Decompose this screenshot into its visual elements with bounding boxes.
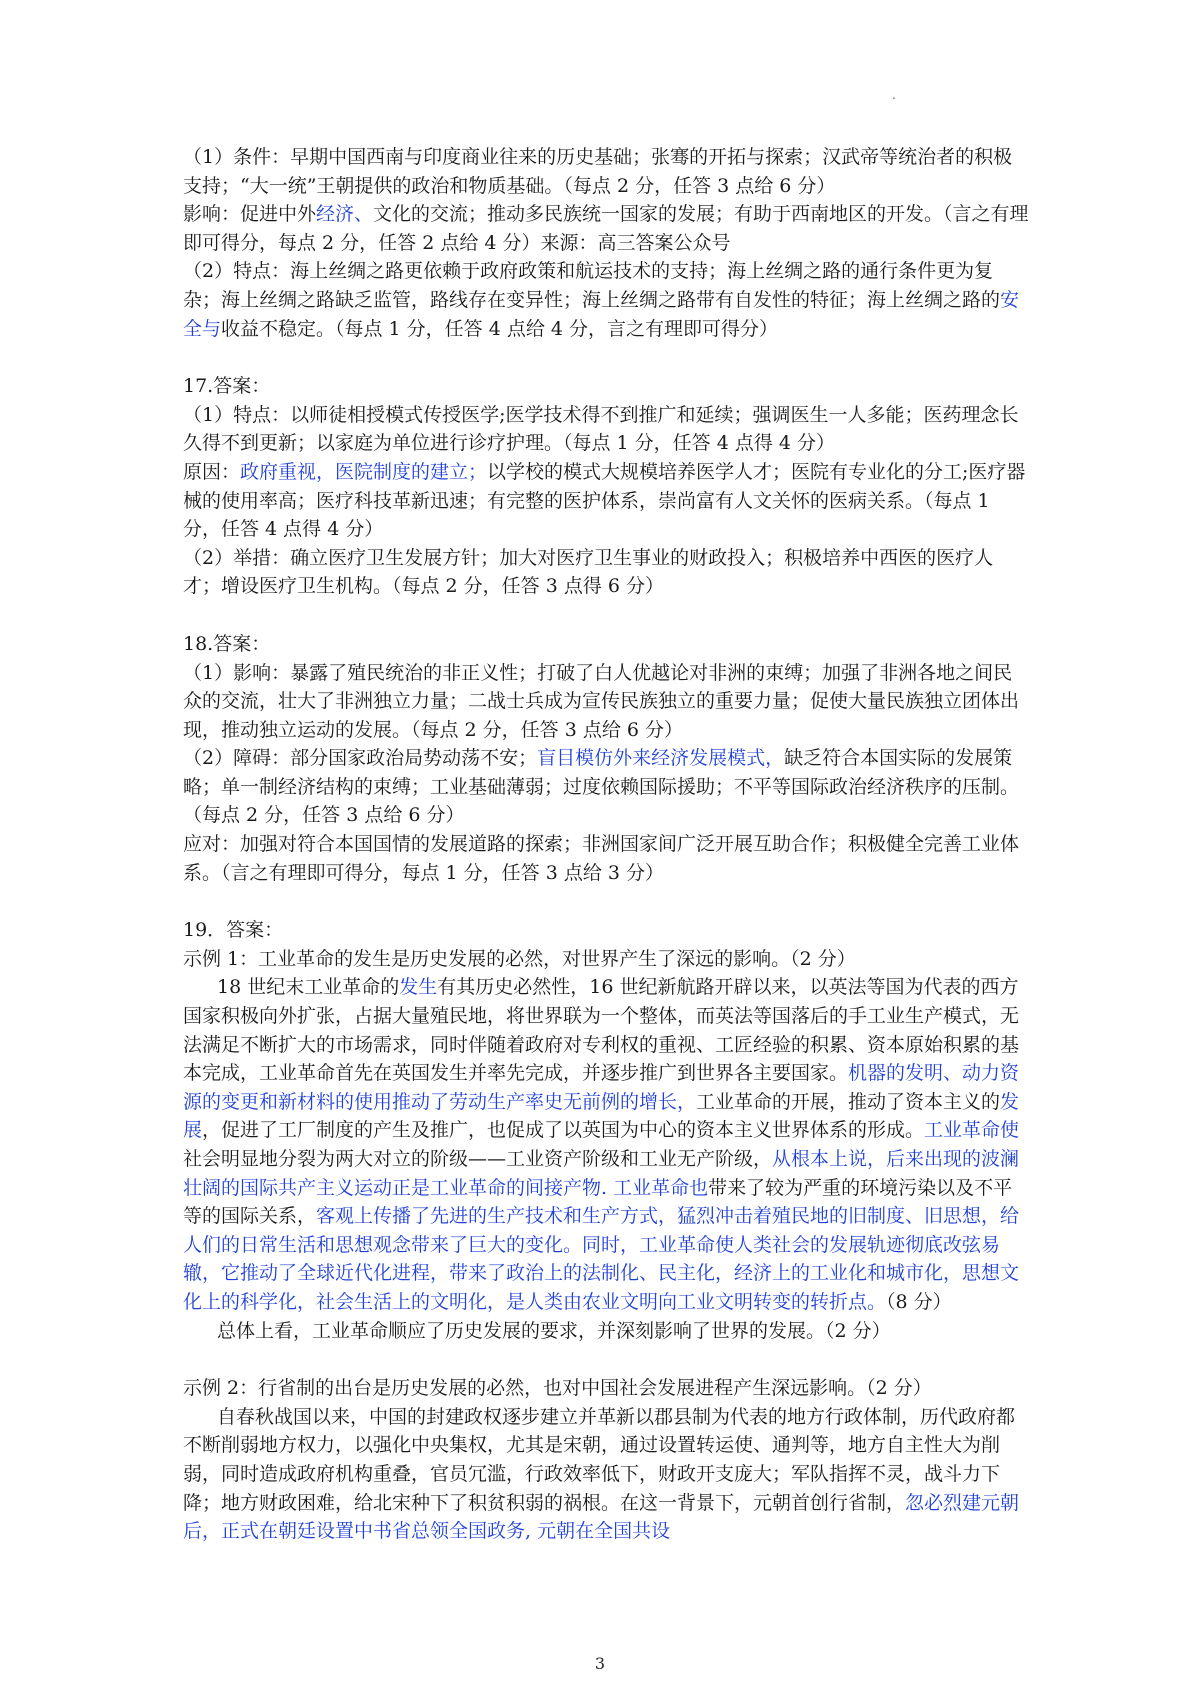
link-text[interactable]: 发展: [183, 1090, 1020, 1142]
q19-example1-heading: 示例 1：工业革命的发生是历史发展的必然，对世界产生了深远的影响。（2 分）: [183, 947, 856, 970]
q16-part1: （1）条件：早期中国西南与印度商业往来的历史基础；张骞的开拓与探索；汉武帝等统治者的积极支持；“大一统”王朝提供的政治和物质基础。（每点 2 分，任答 3 点给 6 分）: [183, 146, 1013, 197]
link-text[interactable]: 机器的发明、动力资源的变更和新材料的使用推动了劳动生产率史无前例的增长，: [183, 1062, 1020, 1113]
text-run: 以学校的模式大规模培养医学人才；医院有专业化的分工;医疗器械的使用率高；医疗科技革新迅速；有完整的医护体系，崇尚富有人文关怀的医病关系。（每点 1 分，任答 4 点得 4 分）: [183, 460, 1026, 541]
text-run: 带来了较为严重的环境污染以及不平等的国际关系，: [183, 1176, 1013, 1228]
q17-reason: [183, 458, 1029, 544]
text-run: （2）特点：海上丝绸之路更依赖于政府政策和航运技术的支持；海上丝绸之路的通行条件更为复杂；海上丝绸之路缺乏监管，路线存在变异性；海上丝绸之路带有自发性的特征；海上丝绸之路的: [183, 260, 1001, 311]
q18-response: 应对：加强对符合本国国情的发展道路的探索；非洲国家间广泛开展互助合作；积极健全完善工业体系。（言之有理即可得分，每点 1 分，任答 3 点给 3 分）: [183, 833, 1020, 884]
q18-part2: [183, 744, 1029, 830]
link-text[interactable]: 政府重视，医院制度的建立；: [240, 460, 488, 483]
q19-example1-conclusion: 总体上看，工业革命顺应了历史发展的要求，并深刻影响了世界的发展。（2 分）: [217, 1319, 891, 1342]
page-number: 3: [594, 1654, 606, 1673]
text-run: 影响：促进中外: [183, 203, 317, 226]
text-run: 自春秋战国以来，中国的封建政权逐步建立并革新以郡县制为代表的地方行政体制，历代政府都不断削弱地方权力，以强化中央集权，尤其是宋朝，通过设置转运使、通判等，地方自主性大为削弱，同时造成政府机构重叠，官员冗滥，行政效率低下，财政开支庞大；军队指挥不灵，战斗力下降；地方财政困难，给北宋种下了积贫积弱的祸根。在这一背景下，元朝首创行省制，: [183, 1405, 1016, 1514]
header-mark: .: [892, 88, 896, 102]
q17-part2: （2）举措：确立医疗卫生发展方针；加大对医疗卫生事业的财政投入；积极培养中西医的医疗人才；增设医疗卫生机构。（每点 2 分，任答 3 点得 6 分）: [183, 546, 994, 598]
text-run: 文化的交流；推动多民族统一国家的发展；有助于西南地区的开发。（言之有理即可得分，每点 2 分，任答 2 点给 4 分）来源：高三答案公众号: [183, 203, 1029, 254]
text-run: （8 分）: [886, 1290, 952, 1313]
q17-part1: （1）特点：以师徒相授模式传授医学;医学技术得不到推广和延续；强调医生一人多能；医药理念长久得不到更新；以家庭为单位进行诊疗护理。（每点 1 分，任答 4 点得 4 分）: [183, 403, 1019, 455]
text-run: 缺乏符合本国实际的发展策略；单一制经济结构的束缚；工业基础薄弱；过度依赖国际援助；不平等国际政治经济秩序的压制。（每点 2 分，任答 3 点给 6 分）: [183, 747, 1020, 827]
link-text[interactable]: 发生: [399, 976, 438, 999]
q19-example1-body: [183, 973, 1029, 1316]
text-run: 原因：: [183, 460, 241, 483]
link-text[interactable]: 盲目模仿外来经济发展模式，: [537, 747, 785, 770]
link-text[interactable]: 客观上传播了先进的生产技术和生产方式，猛烈冲击着殖民地的旧制度、旧思想，给人们的日常生活和思想观念带来了巨大的变化。同时，工业革命使人类社会的发展轨迹彻底改弦易辙，它推动了全球近代化进程，带来了政治上的法制化、民主化，经济上的工业化和城市化，思想文化上的科学化，社会生活上的文明化，是人类由农业文明向工业文明转变的转折点。: [183, 1205, 1020, 1313]
q19-example2-heading: 示例 2：行省制的出台是历史发展的必然，也对中国社会发展进程产生深远影响。（2 分）: [183, 1377, 932, 1400]
text-run: ，促进了工厂制度的产生及推广，也促成了以英国为中心的资本主义世界体系的形成。: [202, 1119, 925, 1142]
link-text[interactable]: 安全与: [183, 288, 1020, 340]
q19-title: 19．答案：: [183, 919, 284, 942]
q19-example2-body: [183, 1403, 1029, 1546]
text-run: 社会明显地分裂为两大对立的阶级——工业资产阶级和工业无产阶级，: [183, 1148, 773, 1170]
q18-part1: （1）影响：暴露了殖民统治的非正义性；打破了白人优越论对非洲的束缚；加强了非洲各地之间民众的交流，壮大了非洲独立力量；二战士兵成为宣传民族独立的重要力量；促使大量民族独立团体出现，推动独立运动的发展。（每点 2 分，任答 3 点给 6 分）: [183, 661, 1020, 741]
link-text[interactable]: 从根本上说，后来出现的波澜壮阔的国际共产主义运动正是工业革命的间接产物. 工业革命也: [183, 1148, 1020, 1199]
text-run: 工业革命的开展，推动了资本主义的: [696, 1090, 1001, 1113]
answer-content: [183, 143, 1029, 1546]
q16-part2: [183, 257, 1029, 343]
text-run: （2）障碍：部分国家政治局势动荡不安；: [183, 747, 538, 770]
link-text[interactable]: 忽必烈建元朝后，正式在朝廷设置中书省总领全国政务, 元朝在全国共设: [183, 1491, 1020, 1543]
q17-title: 17.答案：: [183, 375, 271, 398]
text-run: 收益不稳定。（每点 1 分，任答 4 点给 4 分，言之有理即可得分）: [221, 317, 779, 340]
link-text[interactable]: 经济、: [316, 203, 374, 226]
link-text[interactable]: 工业革命使: [924, 1119, 1020, 1142]
q18-title: 18.答案：: [183, 632, 271, 655]
q16-influence: [183, 200, 1029, 257]
text-run: 有其历史必然性，16 世纪新航路开辟以来，以英法等国为代表的西方国家积极向外扩张，占据大量殖民地，将世界联为一个整体，而英法等国落后的手工业生产模式，无法满足不断扩大的市场需求，同时伴随着政府对专利权的重视、工匠经验的积累、资本原始积累的基本完成，工业革命首先在英国发生并率先完成，并逐步推广到世界各主要国家。: [183, 976, 1020, 1085]
text-run: 18 世纪末工业革命的: [217, 976, 400, 999]
